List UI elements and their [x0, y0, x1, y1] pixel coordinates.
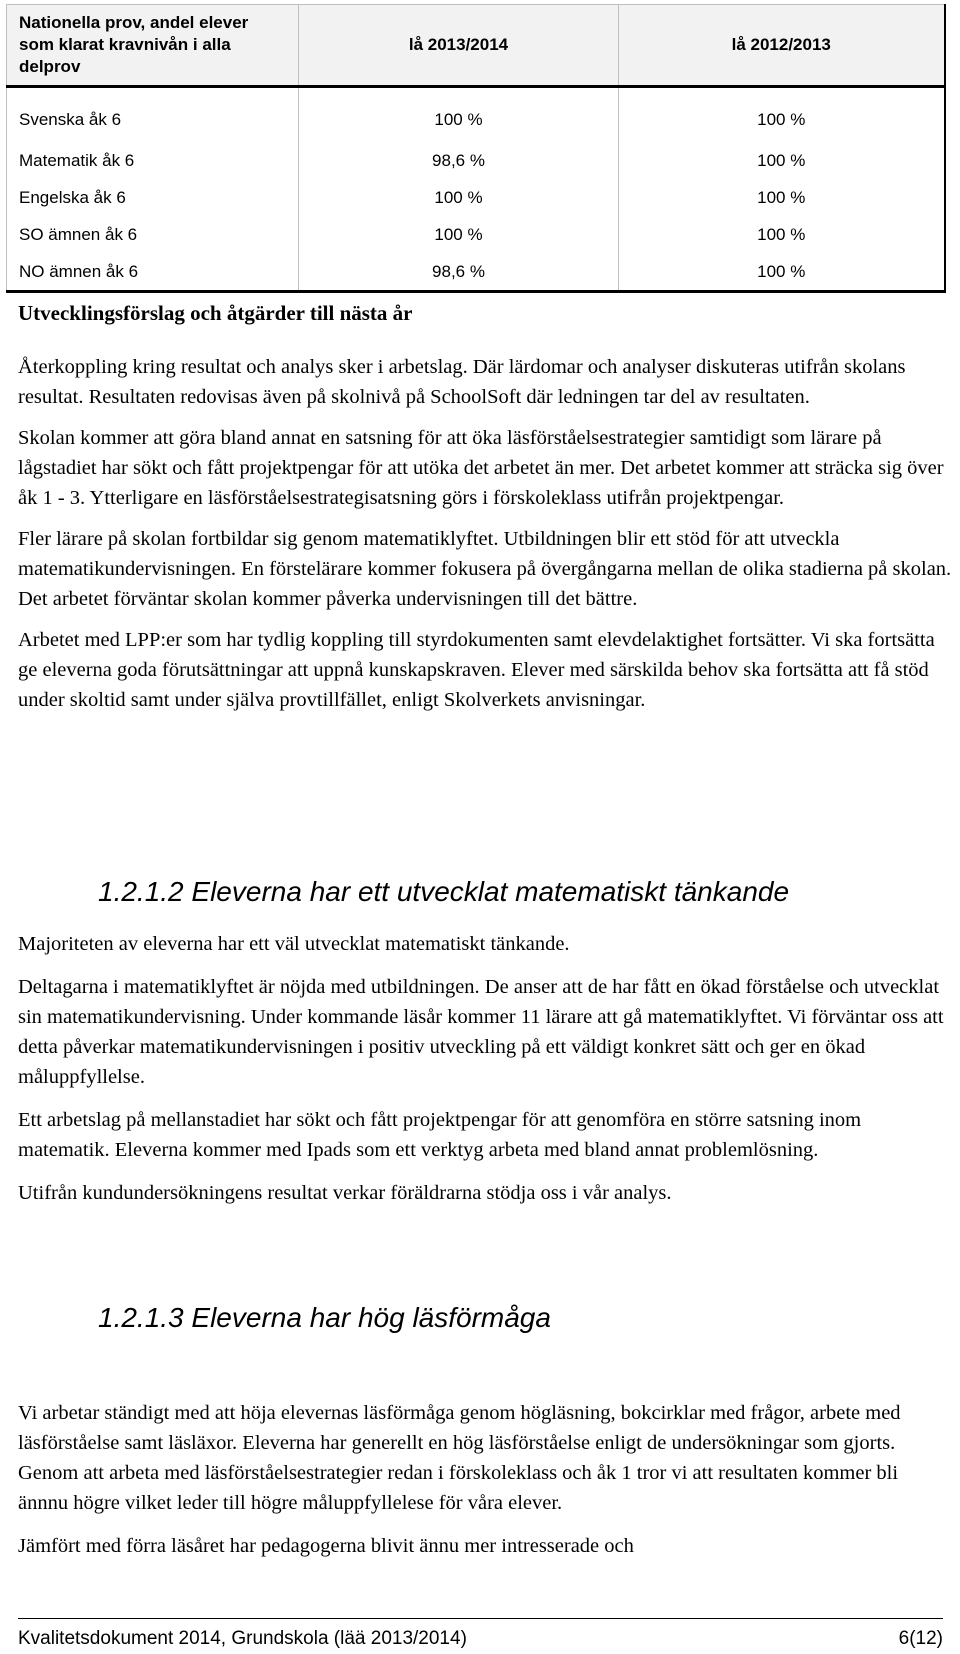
value-cell: 100 %	[619, 87, 945, 143]
table-header-year-2012-2013: lå 2012/2013	[619, 5, 945, 87]
paragraph: Ett arbetslag på mellanstadiet har sökt och fått projektpengar för att genomföra en större satsning inom matematik. Eleverna kommer med Ipads som ett verktyg arbeta med bland annat problemlösning.	[18, 1109, 862, 1161]
value-cell: 100 %	[299, 179, 619, 216]
subject-cell: Svenska åk 6	[7, 87, 299, 143]
section-body	[18, 352, 953, 726]
table-row	[7, 253, 945, 292]
table-row	[7, 179, 945, 216]
value-cell: 100 %	[299, 216, 619, 253]
reading-heading: 1.2.1.3 Eleverna har hög läsförmåga	[98, 1302, 551, 1333]
paragraph: Majoriteten av eleverna har ett väl utvecklat matematiskt tänkande.	[18, 933, 570, 955]
page-footer	[18, 1618, 943, 1650]
value-cell: 100 %	[299, 87, 619, 143]
table-row	[7, 216, 945, 253]
table-row	[7, 87, 945, 143]
subject-cell: NO ämnen åk 6	[7, 253, 299, 292]
paragraph: Utifrån kundundersökningens resultat verkar föräldrarna stödja oss i vår analys.	[18, 1182, 672, 1204]
paragraph: Jämfört med förra läsåret har pedagogerna blivit ännu mer intresserade och	[18, 1535, 634, 1557]
paragraph: Skolan kommer att göra bland annat en satsning för att öka läsförståelsestrategier samtidigt som lärare på lågstadiet har sökt och fått projektpengar för att utöka det arbetet än mer. Det arbetet kommer att sträcka sig över åk 1 - 3. Ytterligare en läsförståelsestrategisatsning görs i förskoleklass utifrån projektpengar.	[18, 427, 944, 509]
footer-page-number: 6(12)	[898, 1628, 943, 1649]
table-row	[7, 142, 945, 179]
table-header-year-2013-2014: lå 2013/2014	[299, 5, 619, 87]
value-cell: 98,6 %	[299, 253, 619, 292]
national-tests-table	[6, 4, 946, 293]
subject-cell: SO ämnen åk 6	[7, 216, 299, 253]
math-heading: 1.2.1.2 Eleverna har ett utvecklat matematiskt tänkande	[98, 876, 790, 907]
footer-document-title: Kvalitetsdokument 2014, Grundskola (lää 2013/2014)	[18, 1628, 467, 1649]
paragraph: Återkoppling kring resultat och analys sker i arbetslag. Där lärdomar och analyser diskuteras utifrån skolans resultat. Resultaten redovisas även på skolnivå på SchoolSoft där ledningen tar del av resultaten.	[18, 356, 906, 408]
subject-cell: Matematik åk 6	[7, 142, 299, 179]
subject-cell: Engelska åk 6	[7, 179, 299, 216]
value-cell: 100 %	[619, 216, 945, 253]
section-heading: Utvecklingsförslag och åtgärder till nästa år	[18, 301, 413, 325]
math-body	[18, 929, 953, 1219]
value-cell: 100 %	[619, 179, 945, 216]
paragraph: Vi arbetar ständigt med att höja elevernas läsförmåga genom högläsning, bokcirklar med frågor, arbete med läsförståelse samt läsläxor. Eleverna har generellt en hög läsförståelse enligt de undersökningar som gjorts. Genom att arbeta med läsförståelsestrategier redan i förskoleklass och åk 1 tror vi att resultaten kommer bli ännnu högre vilket leder till högre måluppfyllelese för våra elever.	[18, 1402, 901, 1514]
value-cell: 100 %	[619, 253, 945, 292]
paragraph: Fler lärare på skolan fortbildar sig genom matematiklyftet. Utbildningen blir ett stöd för att utveckla matematikundervisningen. En förstelärare kommer fokusera på övergångarna mellan de olika stadierna på skolan. Det arbetet förväntar skolan kommer påverka undervisningen till det bättre.	[18, 528, 952, 610]
value-cell: 100 %	[619, 142, 945, 179]
value-cell: 98,6 %	[299, 142, 619, 179]
table-header-label: Nationella prov, andel elever som klarat kravnivån i alla delprov	[7, 5, 299, 87]
paragraph: Arbetet med LPP:er som har tydlig koppling till styrdokumenten samt elevdelaktighet fortsätter. Vi ska fortsätta ge eleverna goda förutsättningar att uppnå kunskapskraven. Elever med särskilda behov ska fortsätta att få stöd under skoltid samt under själva provtillfället, enligt Skolverkets anvisningar.	[18, 629, 935, 711]
reading-body	[18, 1398, 953, 1572]
paragraph: Deltagarna i matematiklyftet är nöjda med utbildningen. De anser att de har fått en ökad förståelse och utvecklat sin matematikundervisning. Under kommande läsår kommer 11 lärare att gå matematiklyftet. Vi förväntar oss att detta påverkar matematikundervisningen i positiv utveckling på ett väldigt konkret sätt och ger en ökad måluppfyllelse.	[18, 976, 944, 1088]
table-header-row	[7, 5, 945, 87]
